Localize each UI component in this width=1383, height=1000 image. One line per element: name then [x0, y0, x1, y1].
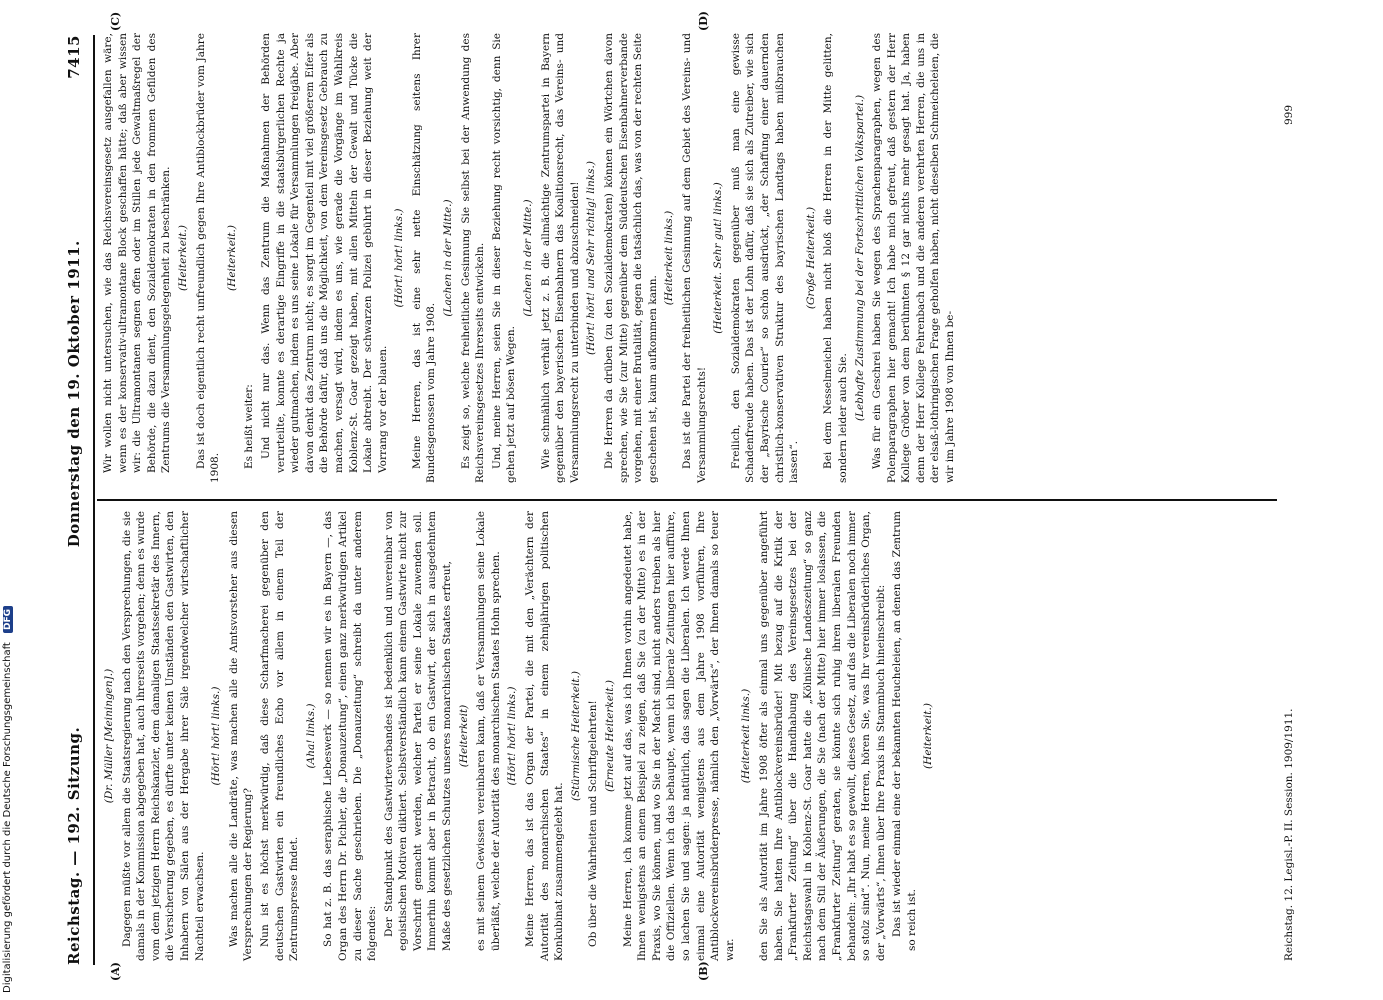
paragraph: Bei dem Nesselmeichel haben nicht bloß die Herren in der Mitte gelitten, sondern leider auch Sie.	[822, 33, 849, 483]
quote: Und nicht nur das. Wenn das Zentrum die Maßnahmen der Behörden verurteilte, konnte es derartige Eingriffe in die staatsbürgerlichen Rechte ja wieder gutmachen, indem es uns seine Lokale für Versammlungen freigäbe. Aber davon denkt das Zentrum nicht; es sorgt im Gegenteil mit viel größerem Eifer als die Behörde dafür, daß uns die Möglichkeit, von dem Vereinsgesetz Gebrauch zu machen, versagt wird, indem es uns, wie gerade die Vorgänge im Wahlkreis Koblenz-St. Goar gezeigt haben, mit allen Mitteln der Gewalt und Tücke die Lokale abtreibt. Der schwarzen Polizei gebührt in dieser Beziehung weit der Vorrang vor der blauen.	[259, 33, 389, 473]
margin-mark-a: (A)	[109, 962, 122, 981]
digitization-text: Digitalisierung gefördert durch die Deutsche Forschungsgemeinschaft	[2, 642, 13, 993]
stage-direction: (Hört! hört! links.)	[210, 686, 223, 786]
stage-direction: (Hört! hört! links.)	[393, 208, 406, 308]
paragraph: Freilich, den Sozialdemokraten gegenüber muß man eine gewisse Schadenfreude haben. Das ist der Lohn dafür, daß sie sich als Zutreiber, wie sich der „Bayrische Courier“ so schön ausdrückt, „der Schaffung einer dauernden christlich-konservativen Struktur des bayrischen Landtags haben mißbrauchen lassen“.	[729, 33, 801, 483]
paragraph: Das ist doch eigentlich recht unfreundlich gegen Ihre Antiblockbrüder vom Jahre 1908.	[194, 33, 222, 483]
paragraph: Was machen alle die Landräte, was machen alle die Amtsvorsteher aus diesen Versprechungen der Regierung?	[227, 511, 255, 961]
header-date	[65, 35, 83, 547]
margin-mark-b: (B)	[697, 961, 710, 981]
paragraph: Wie schmählich verhält jetzt z. B. die allmächtige Zentrumspartei in Bayern gegenüber den bayerischen Eisenbahnern das Koalitionsrecht, das Vereins- und Versammlungsrecht zu unterbinden und abzuschneiden!	[539, 33, 581, 483]
margin-mark-d: (D)	[697, 11, 710, 31]
header-rule	[93, 35, 95, 965]
page-header	[61, 35, 89, 965]
stage-direction: (Lebhafte Zustimmung bei der Fortschrittlichen Volkspartei.)	[853, 94, 866, 422]
quote: Wir wollen nicht untersuchen, wie das Reichsvereinsgesetz ausgefallen wäre, wenn es der konservativ-ultramontane Block geschaffen hätte; daß aber wissen wir: die Ultramontanen segnen offen oder im Stillen jede Gewaltmaßregel der Behörde, die dazu dient, den Sozialdemokraten in den frommen Gefilden des Zentrums die Versammlungsgelegenheit zu beschränken.	[102, 33, 173, 473]
right-column	[101, 33, 960, 483]
paragraph: den Sie als Autorität im Jahre 1908 öfter als einmal uns gegenüber angeführt haben. Sie hatten Ihre Antiblockvereinsbrüder! Mit bezug auf die Kritik der „Frankfurter Zeitung“ über die Handhabung des Vereinsgesetzes bei der Reichstagswahl in Koblenz-St. Goar hatte die „Kölnische Landeszeitung“ so ganz nach dem Stil der Äußerungen, die Sie (nach der Mitte) hier immer loslassen, die „Frankfurter Zeitung“ geraten, sie könnte sich ruhig ihren liberalen Freunden behandeln: „Ihr habt es so gewollt, dieses Gesetz, auf das die Liberalen noch immer so stolz sind“. Nun, meine Herren, hören Sie, was Ihr vereinsbrüderliches Organ, der „Vorwärts“, Ihnen über Ihre Praxis ins Stammbuch hineinschreibt:	[757, 511, 887, 961]
paragraph: So hat z. B. das seraphische Liebeswerk — so nennen wir es in Bayern —, das Organ des Herrn Dr. Pichler, die „Donauzeitung“, einen ganz merkwürdigen Artikel zu dieser Sache geschrieben. Die „Donauzeitung“ schreibt da unter anderem folgendes:	[322, 511, 379, 961]
paragraph: Es zeigt so, welche freiheitliche Gesinnung Sie selbst bei der Anwendung des Reichsvereinsgesetzes Ihrerseits entwickeln.	[459, 33, 487, 483]
quote: es mit seinem Gewissen vereinbaren kann, daß er Versammlungen seine Lokale überläßt, welche der Autorität des monarchischen Staates Hohn sprechen.	[475, 511, 502, 951]
margin-mark-c: (C)	[109, 11, 122, 31]
speaker-line: (Dr. Müller [Meiningen].)	[103, 668, 115, 804]
paragraph: Die Herren da drüben (zu den Sozialdemokraten) können ein Wörtchen davon sprechen, wie Sie (zur Mitte) gegenüber dem Süddeutschen Eisenbahnerverbande vorgehen, mit einer Brutalität, gegen die tatsächlich das, was von der rechten Seite geschehen ist, kaum aufkommen kann.	[603, 33, 659, 483]
left-column	[101, 511, 939, 961]
stage-direction: (Heiterkeit links.)	[663, 210, 676, 306]
digitization-note	[2, 93, 13, 993]
stage-direction: (Heiterkeit)	[457, 704, 470, 768]
stage-direction: (Lachen in der Mitte.)	[442, 199, 455, 317]
stage-direction: (Heiterkeit. Sehr gut! links.)	[712, 182, 725, 334]
stage-direction: (Lachen in der Mitte.)	[522, 199, 535, 317]
stage-direction: (Heiterkeit.)	[176, 225, 189, 291]
paragraph: Ob über die Wahrheiten und Schriftgelehrten!	[587, 700, 600, 947]
paragraph: Nun ist es höchst merkwürdig, daß diese Scharfmacherei gegenüber den deutschen Gastwirten ein freundliches Echo vor allem in einem Teil der Zentrumspresse findet.	[258, 511, 301, 961]
paragraph: Meine Herren, das ist das Organ der Partei, die mit den „Verächtern der Autorität des monarchischen Staates“ in einem zehnjährigen politischen Konkubinat zusammengelebt hat.	[524, 511, 566, 961]
paragraph: Es heißt weiter:	[243, 384, 256, 469]
stage-direction: (Große Heiterkeit.)	[804, 206, 817, 310]
dfg-logo: DFG	[3, 606, 13, 633]
column-divider	[97, 499, 1277, 501]
quote: Das ist wieder einmal eine der bekannten Heucheleien, an denen das Zentrum so reich ist.	[891, 511, 918, 951]
page-number: 7415	[65, 35, 83, 79]
footer-sheet-number: 999	[1283, 104, 1295, 125]
paragraph: Dagegen müßte vor allem die Staatsregierung nach den Versprechungen, die sie damals in der Kommission abgegeben hat, auch ihrerseits vorgehen; denn es wurde vom dem jetzigen Herrn Reichskanzler, dem damaligen Staatssekretär des Innern, die Versicherung gegeben, es dürfte unter keinen Umständen den Gastwirten, den Inhabern von Sälen aus der Hergabe ihrer Säle irgendwelcher wirtschaftlicher Nachteil erwachsen.	[120, 511, 206, 961]
stage-direction: (Hört! hört! links.)	[506, 686, 519, 786]
stage-direction: (Stürmische Heiterkeit.)	[569, 671, 582, 801]
stage-direction: (Heiterkeit links.)	[740, 688, 753, 784]
stage-direction: (Erneute Heiterkeit.)	[604, 679, 616, 793]
stage-direction: (Aha! links.)	[304, 703, 317, 769]
header-date-text: Donnerstag den 19. Oktober 1911.	[65, 240, 83, 548]
header-title: Reichstag. — 192. Sitzung.	[65, 726, 83, 965]
quote: Der Standpunkt des Gastwirteverbandes ist bedenklich und unvereinbar von egoistischen Motiven diktiert. Selbstverständlich kann einem Gastwirte nicht zur Vorschrift gemacht werden, welcher Partei er seine Lokale zuwenden soll. Immerhin kommt aber in Betracht, ob ein Gastwirt, der sich in ausgedehntem Maße des gesetzlichen Schutzes unseres monarchischen Staates erfreut,	[382, 511, 454, 951]
paragraph: Das ist die Partei der freiheitlichen Gesinnung auf dem Gebiet des Vereins- und Versammlungsrechts!	[680, 33, 708, 483]
paragraph: Meine Herren, ich komme jetzt auf das, was ich Ihnen vorhin angedeutet habe, Ihnen wenigstens an einem Beispiel zu zeigen, daß Sie (zu der Mitte) es in der Praxis, wo Sie können, und wo Sie in der Macht sind, nicht anders treiben als hier die Offiziellen. Wenn ich das behaupte, wenn ich liberale Zeitungen hier aufführe, so lachen Sie und sagen: ja natürlich, das sagen die Liberalen. Ich werde Ihnen einmal eine Autorität wenigstens aus dem Jahre 1908 vorführen, Ihre Antiblockvereinsbrüderpresse, nämlich den „Vorwärts“, der Ihnen damals so teuer war.	[621, 511, 736, 961]
paragraph: Was für ein Geschrei haben Sie wegen des Sprachenparagraphen, wegen des Polenparagraphen hier gemacht! Ich habe mich gefreut, daß gestern der Herr Kollege Gröber von dem berühmten § 12 gar nichts mehr gesagt hat. Ja, haben denn der Herr Kollege Fehrenbach und die anderen verehrten Herren, die uns in der elsaß-lothringischen Frage geholfen haben, nicht dieselben Schmeicheleien, die wir im Jahre 1908 von Ihnen be-	[871, 33, 957, 483]
stage-direction: (Heiterkeit.)	[225, 225, 238, 291]
paragraph: Und, meine Herren, seien Sie in dieser Beziehung recht vorsichtig, denn Sie gehen jetzt auf bösen Wegen.	[490, 33, 518, 483]
footer-legislature: Reichstag. 12. Legisl.-P. II. Session. 1909/1911.	[1283, 708, 1295, 961]
document-page	[57, 11, 1337, 981]
paragraph: Meine Herren, das ist eine sehr nette Einschätzung seitens Ihrer Bundesgenossen vom Jahre 1908.	[410, 33, 438, 483]
stage-direction: (Heiterkeit.)	[922, 703, 935, 769]
stage-direction: (Hört! hört! und Sehr richtig! links.)	[585, 161, 598, 355]
